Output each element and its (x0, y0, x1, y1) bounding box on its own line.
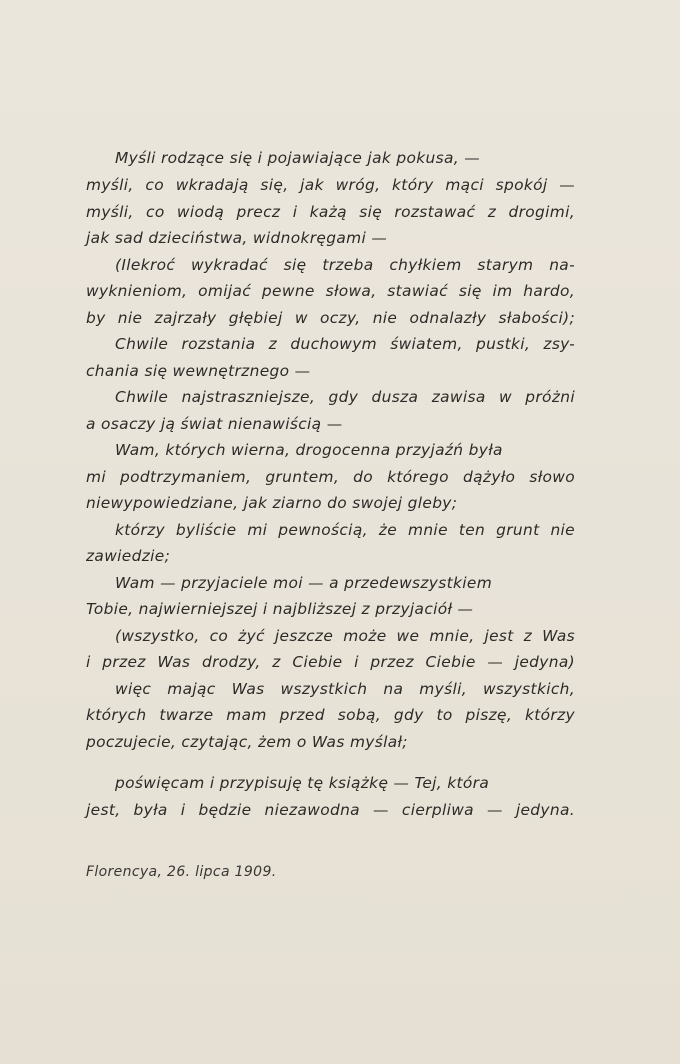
dedication-line-14: niewypowiedziane, jak ziarno do swojej gleby; (86, 494, 458, 512)
dedication-line-6: wyknieniom, omijać pewne słowa, stawiać się im hardo, (86, 282, 575, 300)
dedication-line-21: więc mając Was wszystkich na myśli, wszystkich, (115, 680, 575, 698)
dedication-line-5: (Ilekroć wykradać się trzeba chyłkiem starym na- (115, 256, 575, 274)
dedication-line-15: którzy byliście mi pewnością, że mnie ten grunt nie (115, 521, 575, 539)
dedication-line-25: jest, była i będzie niezawodna — cierpliwa — jedyna. (86, 801, 575, 819)
dedication-line-18: Tobie, najwierniejszej i najbliższej z przyjaciół — (86, 600, 474, 618)
dedication-line-13: mi podtrzymaniem, gruntem, do którego dążyło słowo (86, 468, 575, 486)
dedication-line-19: (wszystko, co żyć jeszcze może we mnie, jest z Was (115, 627, 575, 645)
dedication-line-10: Chwile najstraszniejsze, gdy dusza zawisa w próżni (115, 388, 575, 406)
dedication-line-4: jak sad dzieciństwa, widnokręgami — (86, 229, 388, 247)
date-signature: Florencya, 26. lipca 1909. (86, 864, 277, 880)
dedication-line-17: Wam — przyjaciele moi — a przedewszystkiem (115, 574, 493, 592)
dedication-line-23: poczujecie, czytając, żem o Was myślał; (86, 733, 408, 751)
dedication-line-3: myśli, co wiodą precz i każą się rozstawać z drogimi, (86, 203, 575, 221)
dedication-line-22: których twarze mam przed sobą, gdy to piszę, którzy (86, 706, 575, 724)
dedication-line-12: Wam, których wierna, drogocenna przyjaźń była (115, 441, 503, 459)
dedication-line-16: zawiedzie; (86, 547, 171, 565)
dedication-line-2: myśli, co wkradają się, jak wróg, który mąci spokój — (86, 176, 575, 194)
dedication-line-11: a osaczy ją świat nienawiścią — (86, 415, 343, 433)
dedication-line-1: Myśli rodzące się i pojawiające jak pokusa, — (115, 149, 480, 167)
dedication-line-7: by nie zajrzały głębiej w oczy, nie odnalazły słabości); (86, 309, 575, 327)
dedication-line-9: chania się wewnętrznego — (86, 362, 311, 380)
dedication-line-8: Chwile rozstania z duchowym światem, pustki, zsy- (115, 335, 575, 353)
dedication-line-20: i przez Was drodzy, z Ciebie i przez Ciebie — jedyna) (86, 653, 575, 671)
dedication-line-24: poświęcam i przypisuję tę książkę — Tej, która (115, 774, 490, 792)
